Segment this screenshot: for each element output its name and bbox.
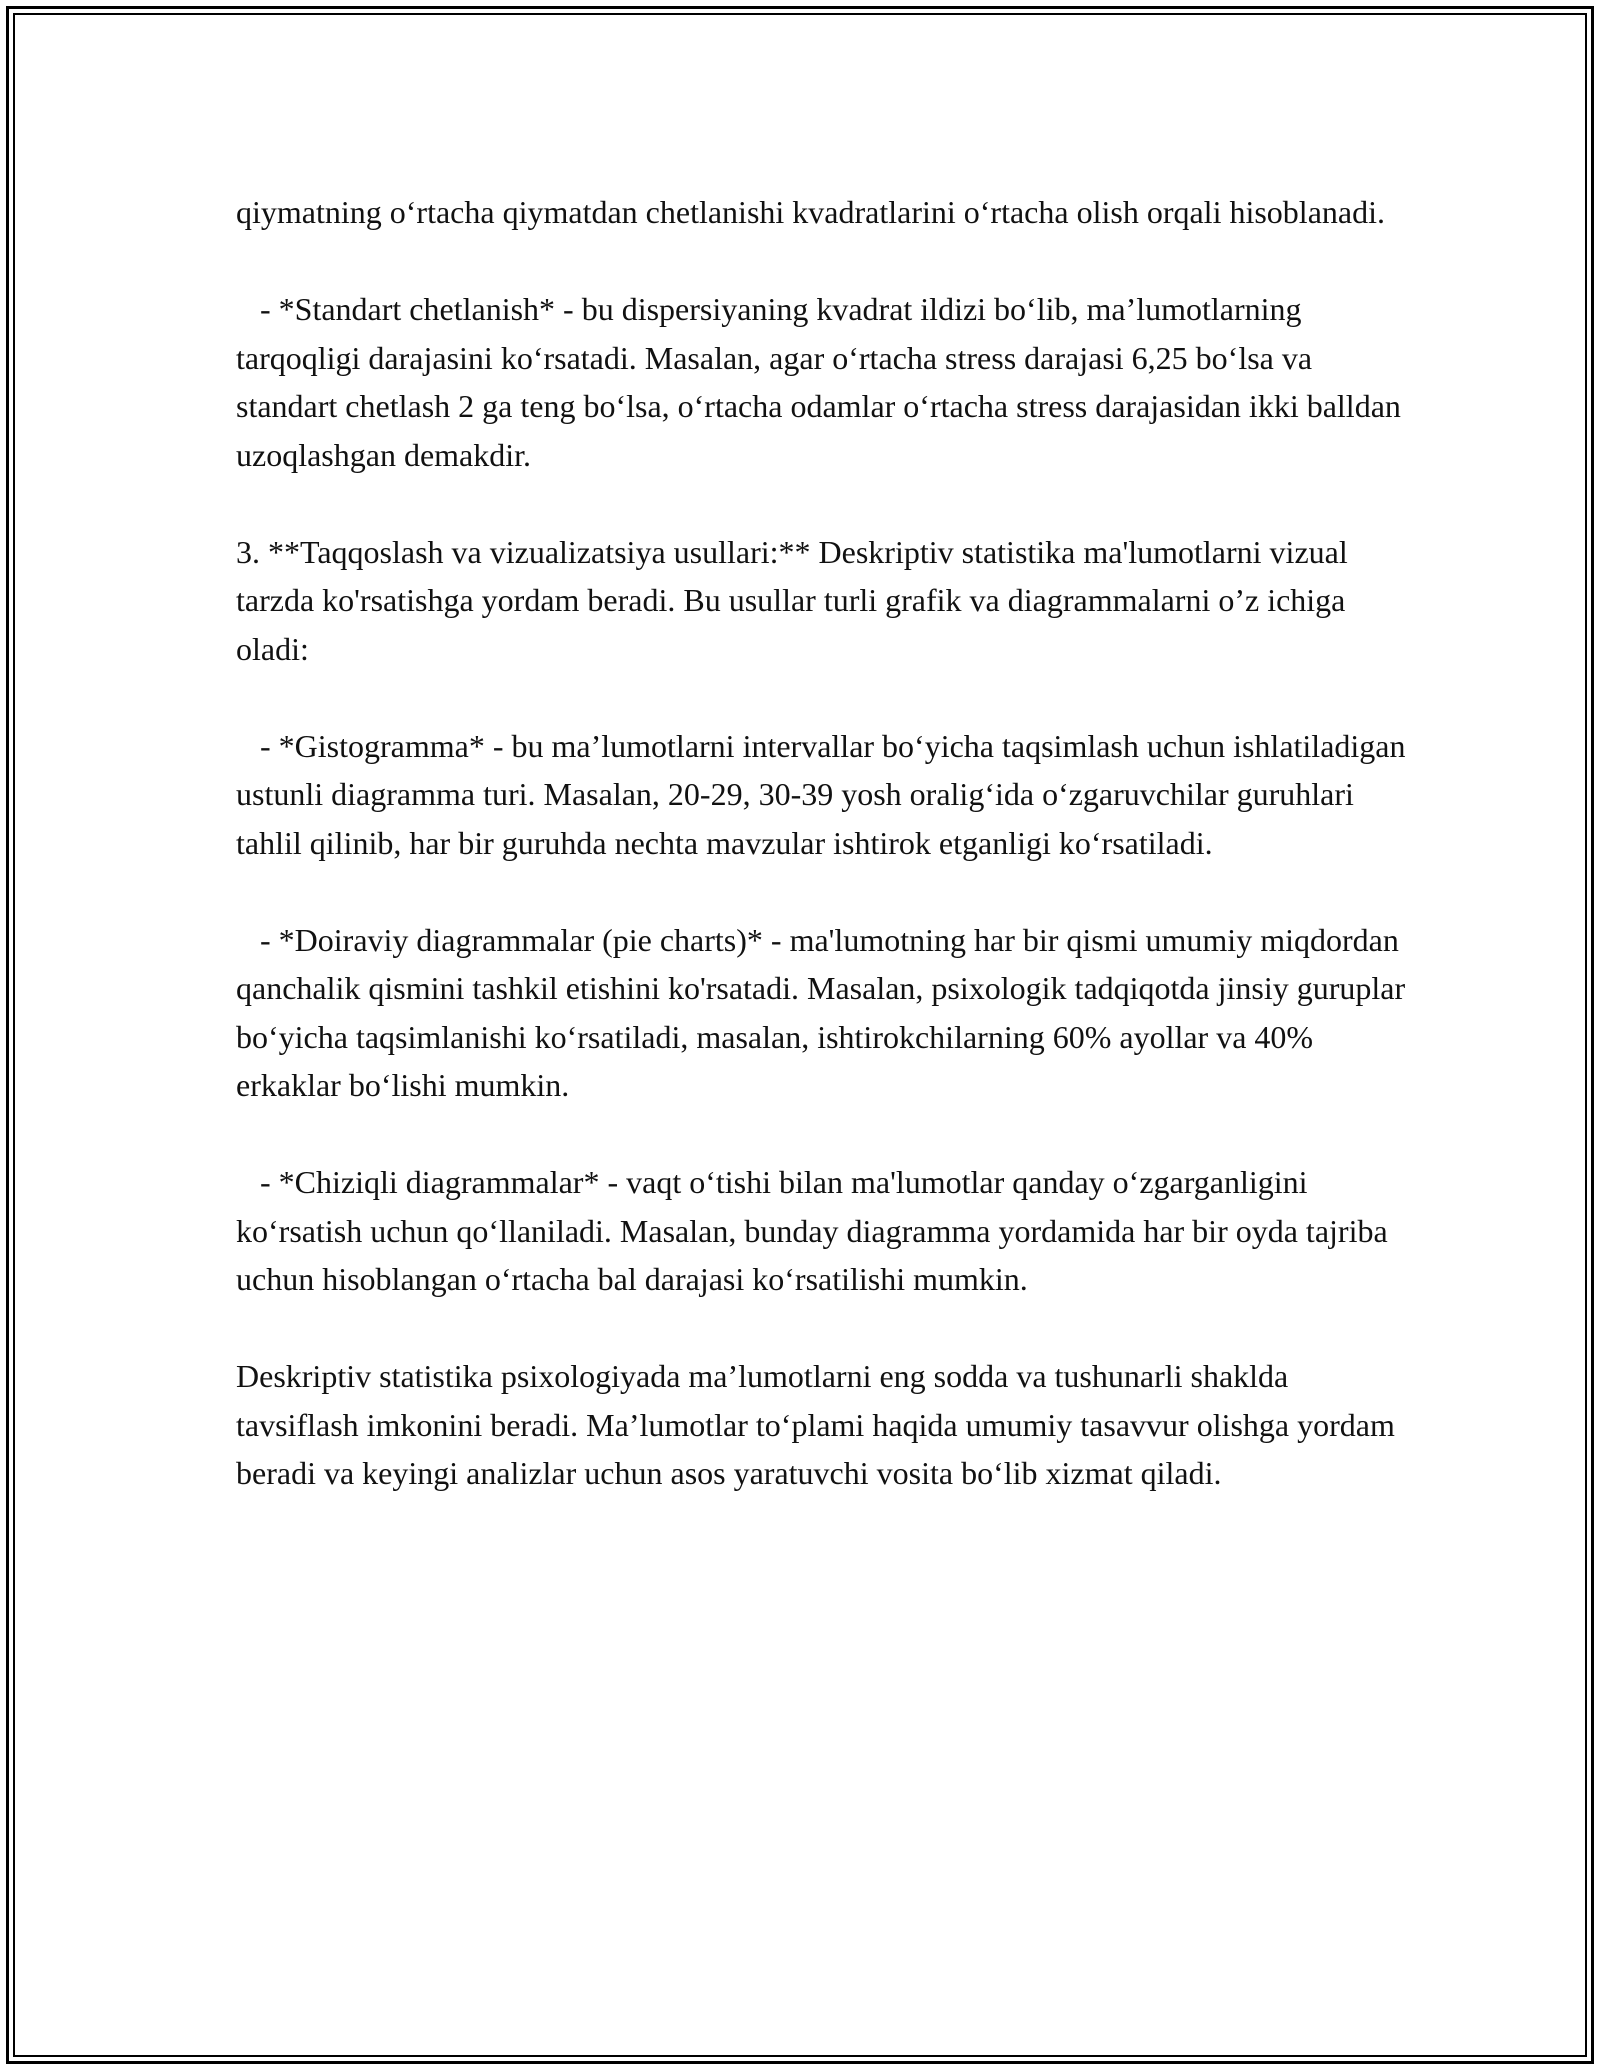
paragraph-standard-deviation: - *Standart chetlanish* - bu dispersiyaning kvadrat ildizi bo‘lib, ma’lumotlarning tarqoqligi darajasini ko‘rsatadi. Masalan, agar o‘rtacha stress darajasi 6,25 bo‘lsa va standart chetlash 2 ga teng bo‘lsa, o‘rtacha odamlar o‘rtacha stress darajasidan ikki balldan uzoqlashgan demakdir. (236, 291, 1401, 473)
paragraph-visualization-methods: 3. **Taqqoslash va vizualizatsiya usullari:** Deskriptiv statistika ma'lumotlarni vizual tarzda ko'rsatishga yordam beradi. Bu usullar turli grafik va diagrammalarni o’z ichiga oladi: (236, 533, 1348, 667)
paragraph-pie-charts: - *Doiraviy diagrammalar (pie charts)* - ma'lumotning har bir qismi umumiy miqdordan qanchalik qismini tashkil etishini ko'rsatadi. Masalan, psixologik tadqiqotda jinsiy guruplar bo‘yicha taqsimlanishi ko‘rsatiladi, masalan, ishtirokchilarning 60% ayollar va 40% erkaklar bo‘lishi mumkin. (236, 921, 1406, 1103)
paragraph-conclusion: Deskriptiv statistika psixologiyada ma’lumotlarni eng sodda va tushunarli shaklda tavsiflash imkonini beradi. Ma’lumotlar to‘plami haqida umumiy tasavvur olishga yordam beradi va keyingi analizlar uchun asos yaratuvchi vosita bo‘lib xizmat qiladi. (236, 1358, 1395, 1491)
document-body (236, 188, 1416, 1546)
paragraph-line-charts: - *Chiziqli diagrammalar* - vaqt o‘tishi bilan ma'lumotlar qanday o‘zgarganligini ko‘rsatish uchun qo‘llaniladi. Masalan, bunday diagramma yordamida har bir oyda tajriba uchun hisoblangan o‘rtacha bal darajasi ko‘rsatilishi mumkin. (236, 1164, 1388, 1297)
paragraph-variance-continuation: qiymatning o‘rtacha qiymatdan chetlanishi kvadratlarini o‘rtacha olish orqali hisoblanadi. (236, 194, 1385, 230)
paragraph-histogram: - *Gistogramma* - bu ma’lumotlarni intervallar bo‘yicha taqsimlash uchun ishlatiladigan ustunli diagramma turi. Masalan, 20-29, 30-39 yosh oralig‘ida o‘zgaruvchilar guruhlari tahlil qilinib, har bir guruhda nechta mavzular ishtirok etganligi ko‘rsatiladi. (236, 727, 1406, 861)
